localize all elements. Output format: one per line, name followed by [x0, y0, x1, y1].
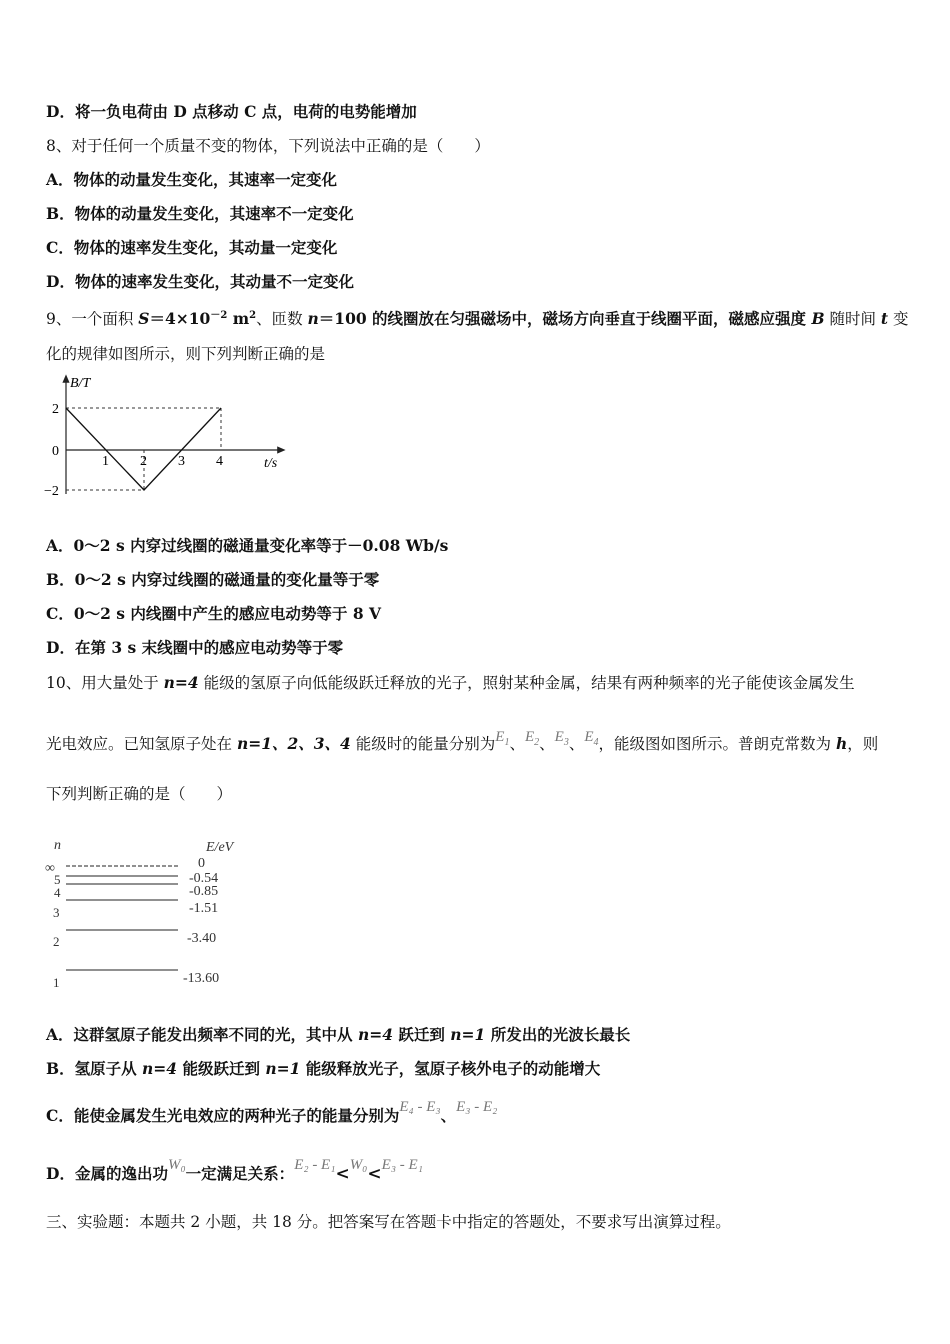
level-n-2: 2 — [53, 934, 60, 949]
w0-symbol: W₀ — [167, 1157, 186, 1173]
level-n-inf: ∞ — [45, 861, 55, 876]
q8-option-a: A．物体的动量发生变化，其速率一定变化 — [46, 170, 338, 189]
q8-stem: 8、对于任何一个质量不变的物体，下列说法中正确的是（ ） — [46, 137, 490, 155]
b-t-graph — [44, 372, 294, 502]
energy-axis-label: E/eV — [206, 840, 234, 855]
q9-option-a: A．0～2 s 内穿过线圈的磁通量变化率等于－0.08 Wb/s — [46, 536, 449, 555]
q9-option-c: C．0～2 s 内线圈中产生的感应电动势等于 8 V — [46, 604, 382, 623]
n-axis-label: n — [54, 838, 61, 853]
level-e-1: -13.60 — [183, 971, 220, 986]
level-n-4: 4 — [54, 885, 61, 900]
y-tick-0: 0 — [52, 444, 59, 459]
q10-option-a: A．这群氢原子能发出频率不同的光，其中从 n=4 跃迁到 n=1 所发出的光波长最长 — [46, 1025, 631, 1044]
q8-option-b: B．物体的动量发生变化，其速率不一定变化 — [46, 204, 354, 223]
section-3-heading: 三、实验题：本题共 2 小题，共 18 分。把答案写在答题卡中指定的答题处，不要求写出演算过程。 — [46, 1213, 731, 1231]
q9-option-b: B．0～2 s 内穿过线圈的磁通量的变化量等于零 — [46, 570, 380, 589]
c-expression-2: E₃ - E₂ — [456, 1099, 498, 1115]
y-tick-neg2: −2 — [44, 484, 59, 499]
c-expression-1: E₄ - E₃ — [399, 1099, 441, 1115]
level-e-2: -3.40 — [187, 931, 217, 946]
x-tick-3: 3 — [178, 454, 185, 469]
q8-option-c: C．物体的速率发生变化，其动量一定变化 — [46, 238, 338, 257]
q9-option-d: D．在第 3 s 末线圈中的感应电动势等于零 — [46, 638, 344, 657]
q10-option-c: C．能使金属发生光电效应的两种光子的能量分别为E₄ - E₃、E₃ - E₂ — [46, 1099, 498, 1125]
level-n-5: 5 — [54, 872, 61, 887]
w0-symbol-2: W₀ — [349, 1157, 368, 1173]
x-axis-label: t/s — [264, 456, 278, 471]
level-e-4: -0.85 — [189, 884, 219, 899]
level-n-1: 1 — [53, 975, 60, 990]
q10-stem-line2: 光电效应。已知氢原子处在 n=1、2、3、4 能级时的能量分别为$E_1$、$E_2$、$E_3$、$E_4$，能级图如图所示。普朗克常数为 h，则 — [46, 729, 879, 753]
q10-stem-line3: 下列判断正确的是（ ） — [46, 785, 233, 803]
y-axis-label: B/T — [70, 376, 91, 391]
e3-symbol: $E_3$ — [554, 729, 569, 748]
level-n-3: 3 — [53, 905, 60, 920]
energy-level-diagram — [44, 832, 264, 997]
x-tick-2: 2 — [140, 454, 147, 469]
q7-option-d: D．将一负电荷由 D 点移动 C 点，电荷的电势能增加 — [46, 102, 417, 121]
q10-option-b: B．氢原子从 n=4 能级跃迁到 n=1 能级释放光子，氢原子核外电子的动能增大 — [46, 1059, 601, 1078]
x-tick-1: 1 — [102, 454, 109, 469]
level-e-inf: 0 — [198, 856, 205, 871]
e1-symbol: $E_1$ — [495, 729, 510, 748]
q8-option-d: D．物体的速率发生变化，其动量不一定变化 — [46, 272, 354, 291]
e4-symbol: $E_4$ — [584, 729, 599, 748]
x-tick-4: 4 — [216, 454, 223, 469]
level-e-5: -0.54 — [189, 871, 219, 886]
y-tick-2: 2 — [52, 402, 59, 417]
level-e-3: -1.51 — [189, 901, 219, 916]
q10-stem-line1: 10、用大量处于 n=4 能级的氢原子向低能级跃迁释放的光子，照射某种金属，结果有两种频率的光子能使该金属发生 — [46, 673, 855, 692]
e2-symbol: $E_2$ — [524, 729, 540, 748]
d-expression-2: E₃ - E₁ — [381, 1157, 423, 1173]
q9-stem-line1: 9、一个面积 $S=4\times 10^{-2}$ $m^2$、匝数 n＝100 的线圈放在匀强磁场中，磁场方向垂直于线圈平面，磁感应强度 B 随时间 t 变 — [46, 309, 909, 329]
b-t-curve — [66, 408, 221, 490]
q9-stem-line2: 化的规律如图所示，则下列判断正确的是 — [46, 345, 326, 363]
q10-option-d: D．金属的逸出功W₀一定满足关系：E₂ - E₁<W₀<E₃ - E₁ — [46, 1157, 423, 1184]
d-expression-1: E₂ - E₁ — [294, 1157, 336, 1173]
